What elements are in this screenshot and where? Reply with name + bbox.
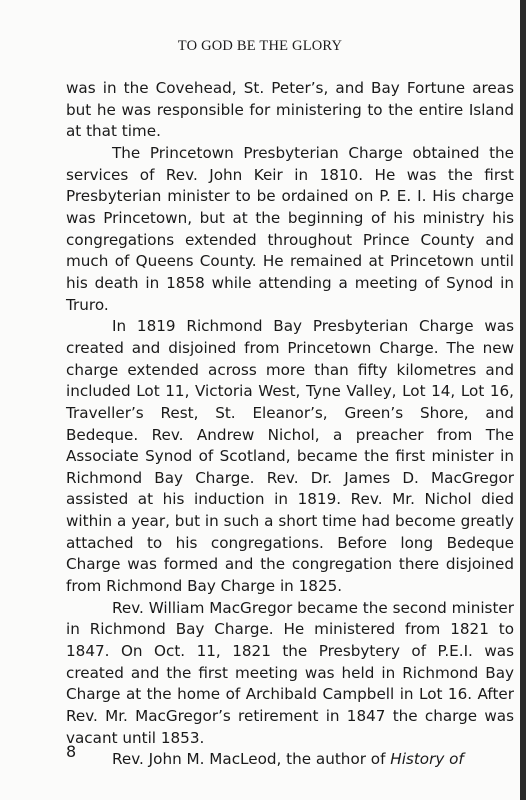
- paragraph-4: Rev. William MacGregor became the second minister in Richmond Bay Charge. He ministered from 1821 to 1847. On Oct. 11, 1821 the Presbytery of P.E.I. was created and the first meeting was held in Richmond Bay Charge at the home of Archibald Campbell in Lot 16. After Rev. Mr. MacGregor’s retirement in 1847 the charge was vacant until 1853.: [66, 598, 514, 747]
- paragraph-3: In 1819 Richmond Bay Presbyterian Charge was created and disjoined from Princetown Charge. The new charge extended across more than fifty kilometres and included Lot 11, Victoria West, Tyne Valley, Lot 14, Lot 16, Traveller’s Rest, St. Eleanor’s, Green’s Shore, and Bedeque. Rev. Andrew Nichol, a preacher from The Associate Synod of Scotland, became the first minister in Richmond Bay Charge. Rev. Dr. James D. MacGregor assisted at his induction in 1819. Rev. Mr. Nichol died within a year, but in such a short time had become greatly attached to his congregations. Before long Bedeque Charge was formed and the congregation there disjoined from Richmond Bay Charge in 1825.: [66, 317, 514, 596]
- paragraph-5-lead: Rev. John M. MacLeod, the author of: [112, 750, 391, 769]
- paragraph-5: [66, 749, 514, 771]
- paragraph-1: was in the Covehead, St. Peter’s, and Bay Fortune areas but he was responsible for ministering to the entire Island at that time.: [66, 79, 514, 141]
- page-number: 8: [66, 742, 77, 761]
- book-title-italic: History of: [390, 750, 464, 769]
- body-text: [66, 78, 514, 771]
- paragraph-2: The Princetown Presbyterian Charge obtained the services of Rev. John Keir in 1810. He was the first Presbyterian minister to be ordained on P. E. I. His charge was Princetown, but at the beginning of his ministry his congregations extended throughout Prince County and much of Queens County. He remained at Princetown until his death in 1858 while attending a meeting of Synod in Truro.: [66, 143, 514, 314]
- running-head: TO GOD BE THE GLORY: [177, 38, 343, 54]
